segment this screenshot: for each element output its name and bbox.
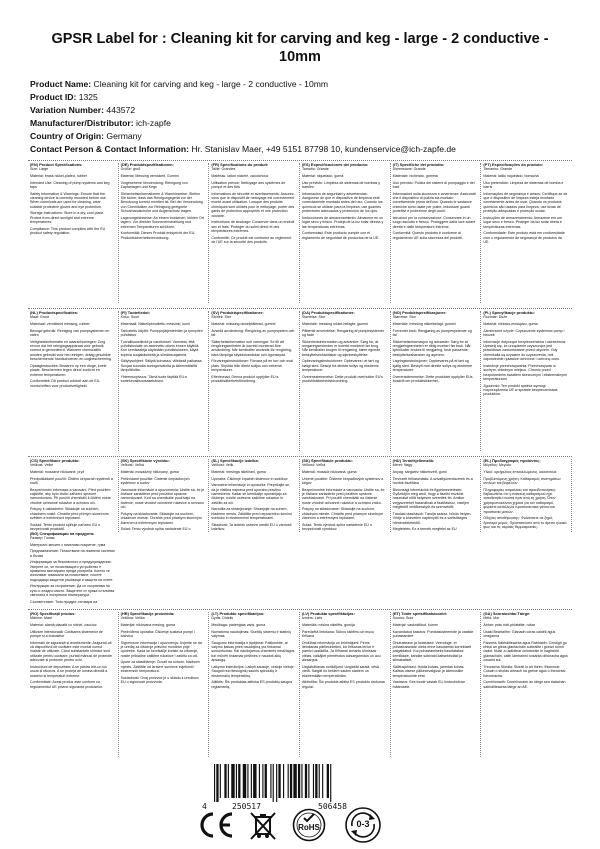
barcode-digits-1: 250517 bbox=[232, 802, 261, 811]
spec-paragraph: Uso previsto: Limpieza de sistemas de bombas y barriles bbox=[301, 180, 381, 189]
product-info bbox=[30, 78, 590, 156]
spec-heading: (DA) Produktspecifikationer: bbox=[301, 311, 355, 315]
spec-heading: (BG) Спецификации на продукта: bbox=[30, 531, 95, 536]
info-key: Contact Person & Contact Information: bbox=[30, 144, 189, 154]
spec-paragraph: Overensstemmelse: Dette produktet oppfyller EUs forskrift om produktsikkerhet. bbox=[392, 374, 473, 384]
spec-paragraph: Medžiaga: padengtas varis, guma bbox=[211, 623, 266, 627]
info-row bbox=[30, 130, 590, 143]
spec-column bbox=[300, 311, 391, 451]
spec-paragraph: Pokyny na skladovanie: Skladujte na suchom, chladnom mieste. Chráňte pred priamym slnečným žiarením a extrémnymi teplotami. bbox=[120, 511, 202, 525]
spec-paragraph: Upute za skladištenje: Čuvati na suhom, hladnom mjestu. Zaštitite od izravne sunčeve svjetlosti i ekstremnih temperatura. bbox=[120, 660, 200, 674]
barcode-bar bbox=[313, 764, 314, 798]
spec-paragraph: Lagerungshinweise: An einem trockenen, kühlen Ort lagern. Vor direkter Sonneneinstrahlung und extremen Temperaturen schützen. bbox=[120, 215, 204, 229]
spec-paragraph: Numatoma naudojimas: Siurblių sistemų ir statinių valymas bbox=[211, 629, 292, 638]
spec-paragraph: Veiligheidsinformatie en waarschuwingen: Zorg ervoor dat het reinigingsapparaat vóór gebruik correct is gemonteerd. Wanneer chemicaliën worden gebruikt voor het reinigen, draag geschikte beschermende handschoenen en oogbescherming. bbox=[30, 339, 112, 362]
info-value: Cleaning kit for carving and keg - large - 2 conductive - 10mm bbox=[93, 79, 329, 89]
spec-paragraph: Conformidade: Este produto está em conformidade com o regulamento de segurança de produtos da UE. bbox=[483, 231, 565, 245]
spec-heading: (IT) Specifiche del prodotto: bbox=[392, 163, 445, 167]
spec-paragraph: Comhlíonadh: Comhlíonann an táirge seo rialachán sábháilteachta táirge an AE. bbox=[483, 680, 566, 689]
spec-paragraph: Informazioni sulla sicurezza e avvertenze: Assicurati che il dispositivo di pulizia sia montato correttamente prima dell'uso. Quando le sostanze chimiche sono usate per pulire, indossare guanti protettivi e protezione degli occhi. bbox=[392, 191, 476, 214]
spec-paragraph: Instrukcje przechowywania: Przechowywać w suchym, chłodnym miejscu. Chronić przed bezpośrednim światłem słonecznym i ekstremalnymi temperaturami. bbox=[483, 363, 567, 382]
spec-paragraph: Zgodność: Ten produkt spełnia wymogi rozporządzenia UE w sprawie bezpieczeństwa produktów. bbox=[483, 383, 558, 397]
barcode-bar bbox=[259, 764, 260, 798]
spec-column bbox=[119, 163, 210, 303]
barcode-bar bbox=[247, 764, 248, 798]
spec-paragraph: Efterlevnad: Denna produkt uppfyller EU:s produktsäkerhetsförordning. bbox=[211, 374, 279, 384]
spec-paragraph: Beoogd gebruik: Reiniging van pompsystemen en vaten bbox=[30, 328, 110, 337]
spec-column bbox=[481, 612, 572, 757]
page-title: GPSR Label for : Cleaning kit for carving and keg - large - 2 conductive - 10mm bbox=[51, 31, 549, 65]
spec-paragraph: Veľkosť: Veľká bbox=[301, 463, 326, 468]
barcode-digit-left: 4 bbox=[202, 802, 207, 811]
barcode-bar bbox=[298, 764, 300, 798]
spec-paragraph: Predvídané použitie: Čistenie čerpadlových systémov a sudov bbox=[120, 476, 190, 485]
recycle-label: 0-3 bbox=[356, 819, 370, 829]
spec-heading: (ET) Toote spetsifikatsioonid: bbox=[392, 612, 448, 616]
spec-column bbox=[28, 532, 119, 605]
spec-paragraph: Informacje dotyczące bezpieczeństwa i ostrzeżenia: Upewnij się, że urządzenie czyszczące jest prawidłowo zamontowane przed użyciem. Gdy chemikalia są używane do czyszczenia, noś odpowiednie rękawice ochronne i ochronę oczu. bbox=[483, 339, 567, 362]
spec-paragraph: Materiál: mosadzný niklovaný, guma bbox=[120, 470, 179, 474]
spec-paragraph: Atitiktis: Šis produktas atitinka ES produktų saugos reglamentą. bbox=[211, 680, 293, 689]
spec-paragraph: Conformidad: Este producto cumple con el reglamento de seguridad de productos de la UE. bbox=[301, 231, 380, 240]
spec-paragraph: Инструкции за съхранение: Да се съхранява на сухо и хладно място. Защитете от пряка слънчева светлина и екстремни температури. bbox=[30, 584, 115, 598]
spec-paragraph: Mărime: Mare bbox=[30, 616, 53, 621]
spec-paragraph: Tamanho: Grande bbox=[483, 167, 513, 172]
spec-paragraph: Súlad: Tento výrobok spĺňa nariadenie EÚ o bezpečnosti výrobkov. bbox=[301, 522, 372, 532]
spec-paragraph: Размер: Голям bbox=[30, 535, 55, 540]
barcode-bar bbox=[293, 764, 296, 798]
spec-paragraph: Utilizare intenționată: Curățarea sistemelor de pompe și a butoaielor bbox=[30, 629, 103, 638]
spec-column bbox=[119, 612, 210, 757]
ce-mark-icon bbox=[196, 810, 236, 840]
spec-paragraph: Dimensione: Grande bbox=[392, 167, 426, 172]
spec-paragraph: Materiāls: misiņa niķelēts, gumija bbox=[301, 623, 355, 627]
spec-paragraph: Taille: Grandes bbox=[211, 167, 236, 172]
spec-column bbox=[209, 163, 300, 303]
rohs-label: RoHS bbox=[298, 823, 320, 832]
info-key: Product Name: bbox=[30, 79, 92, 89]
spec-row-2 bbox=[28, 311, 572, 451]
spec-heading: (HU) Termékjellemzők: bbox=[392, 459, 435, 463]
spec-paragraph: Varnostne informacije in opozorila: Prepričajte se, da je čistilna naprava pred uporabo pravilno nameščena. Kadar se kemikalije uporabljajo za čiščenje, nosite ustrezne zaščitne rokavice in zaščito za oči. bbox=[211, 483, 291, 505]
barcode-bar bbox=[253, 764, 256, 798]
spec-column bbox=[300, 163, 391, 303]
spec-paragraph: Förvaringsinstruktioner: Förvara på en torr och sval plats. Skydda från direkt solljus och extrema temperaturer. bbox=[211, 359, 293, 373]
spec-paragraph: Compliance: This product complies with the EU product safety regulation. bbox=[30, 226, 106, 236]
divider bbox=[28, 456, 572, 457]
divider bbox=[28, 609, 572, 610]
spec-heading: (NL) Productspecificaties: bbox=[30, 311, 79, 315]
info-key: Variation Number: bbox=[30, 105, 105, 115]
spec-paragraph: Tárolási utasítások: Tárolja száraz, hűvös helyen. Védje a közvetlen napfénytől és a szélsőséges hőmérsékletektől. bbox=[392, 511, 472, 525]
spec-paragraph: Bezpečnostní informace a varování: Před použitím zajistěte, aby bylo čisticí zařízení správně namontováno. Při použití chemikálií k čištění noste vhodné ochranné rukavice a ochranu očí. bbox=[30, 487, 111, 505]
spec-paragraph: Ábhar: prás nicil-phlátáilte, rubar bbox=[483, 623, 536, 627]
spec-paragraph: Информация за безопасност и предупреждения: Уверете се, че почистващото устройство е правилно монтирано преди употреба. Когато се използват химикали за почистване, носете подходящи защитни ръкавици и защита на очите. bbox=[30, 560, 114, 582]
spec-paragraph: Určené použitie: Čistenie čerpadlových systémov a kegov bbox=[301, 476, 384, 485]
spec-paragraph: Säilitusjuhised: Hoida kuivas, jahedas kohas. Kaitsta otsese päikesevalguse ja äärmuslike temperatuuride eest. bbox=[392, 664, 465, 678]
spec-heading: (LT) Produkto specifikacijos: bbox=[211, 612, 265, 616]
spec-paragraph: Material: mesinga nikelirani, guma bbox=[211, 470, 266, 474]
spec-paragraph: Navodila za shranjevanje: Shranjujte na suhem, hladnem mestu. Zaščitite pred neposredno sončno svetlobo in ekstremnimi temperaturami. bbox=[211, 507, 293, 521]
spec-paragraph: Istruzioni per la conservazione: Conservare in un luogo asciutto e fresco. Proteggere dalla luce solare diretta e dalle temperature estreme. bbox=[392, 215, 476, 229]
info-key: Manufacturer/Distributor: bbox=[30, 118, 134, 128]
spec-heading: (DE) Produktspezifikationen: bbox=[120, 163, 174, 167]
barcode-bar bbox=[243, 764, 246, 798]
spec-paragraph: Materiale: nichelato, gomma bbox=[392, 174, 438, 178]
spec-paragraph: Zamierzone użycie: Czyszczenie systemów pomp i beczek bbox=[483, 328, 565, 337]
spec-paragraph: Pokyny k uskladnění: Skladujte na suchém, chladném místě. Chraňte před přímým slunečním světlem a extrémními teplotami. bbox=[30, 507, 109, 521]
spec-paragraph: Utilisation prévue: Nettoyage des systèmes de pompe et des fûts bbox=[211, 180, 286, 189]
spec-paragraph: Informations de sécurité et avertissements: Assurez-vous que le dispositif de nettoyage est correctement monté avant utilisation. Lorsque des produits chimiques sont utilisés pour le nettoyage, porter des gants de protection appropriés et une protection oculaire. bbox=[211, 191, 295, 218]
spec-paragraph: Intended Use: Cleaning of pump systems and keg taps bbox=[30, 180, 110, 189]
spec-paragraph: Paredzētā lietošana: Sūkņu sistēmu un mucu tīrīšana bbox=[301, 629, 375, 638]
barcode-bar bbox=[238, 764, 240, 798]
spec-heading: (SK) Špecifikácie výrobku: bbox=[120, 459, 170, 463]
spec-paragraph: Conformiteit: Dit product voldoet aan de EU-voorschriften voor productveiligheid. bbox=[30, 379, 101, 388]
info-row bbox=[30, 78, 590, 91]
spec-paragraph: Materiál: mosadz niklovaná, guma bbox=[301, 470, 357, 474]
spec-row-4 bbox=[28, 612, 572, 757]
barcode-bar bbox=[216, 764, 218, 802]
barcode-bar bbox=[265, 764, 267, 798]
barcode-bar bbox=[319, 764, 320, 798]
spec-paragraph: Konformität: Dieses Produkt entspricht der EU-Produktsicherheitsverordnung. bbox=[120, 231, 196, 240]
info-value: Germany bbox=[106, 131, 142, 141]
spec-heading: (GA) Sonraíochtaí Táirge: bbox=[483, 612, 531, 616]
info-value: 443572 bbox=[106, 105, 136, 115]
spec-column bbox=[391, 612, 482, 757]
spec-paragraph: Materiale: messing nikkel-belagte, gummi bbox=[301, 322, 369, 326]
barcode-bar bbox=[288, 764, 289, 798]
spec-paragraph: Předpokládané použití: Čištění čerpacích systémů a sudů bbox=[30, 476, 113, 485]
spec-paragraph: Opslaginstructies: Bewaren op een droge, koele plaats. Beschermen tegen direct zonlicht en extreme temperaturen. bbox=[30, 363, 107, 377]
spec-paragraph: Size: Large bbox=[30, 167, 49, 172]
spec-column bbox=[209, 311, 300, 451]
spec-heading: (HR) Specifikacije proizvoda: bbox=[120, 612, 175, 616]
info-row bbox=[30, 143, 590, 156]
spec-paragraph: Biztonsági információk és figyelmeztetések: Győződjön meg arról, hogy a tisztító eszközt használat előtt helyesen szerelték fel. Amikor vegyszereket használnak a tisztításhoz, viseljen megfelelő védőkesztyűt és szemvédőt. bbox=[392, 487, 469, 510]
spec-paragraph: Størrelse: Stor bbox=[392, 315, 416, 320]
barcode-bar bbox=[308, 764, 309, 798]
spec-paragraph: Koko: Suuri bbox=[120, 315, 140, 320]
barcode-bar bbox=[301, 764, 302, 798]
spec-paragraph: Suurus: Suur bbox=[392, 616, 414, 621]
spec-paragraph: Material: Messing vernickelt, Gummi bbox=[120, 174, 179, 178]
spec-paragraph: Uporaba: Čiščenje črpalnih sistemov in sodčkov bbox=[211, 476, 288, 481]
spec-paragraph: Предназначение: Почистване на помпени системи и бъчви bbox=[30, 549, 115, 558]
spec-heading: (FI) Tuotetiedot: bbox=[120, 311, 150, 315]
spec-paragraph: Instruções de armazenamento: Armazene em um lugar seco e fresco. Proteger da luz solar direta e temperaturas extremas. bbox=[483, 215, 563, 229]
barcode-bar bbox=[214, 764, 215, 802]
spec-paragraph: Materjal: vaskniklitud, kumm bbox=[392, 623, 438, 627]
spec-paragraph: Tervezett felhasználás: A szivattyúrendszerek és a hordók tisztítása bbox=[392, 476, 473, 485]
info-value: Hr. Stanislav Maer, +49 5151 87798 10, kundenservice@ich-zapfe.de bbox=[191, 144, 456, 154]
spec-paragraph: Informații de siguranță și avertismente: Asigurați-vă că dispozitivul de curățare este montat corect înainte de utilizare. Când substanțele chimice sunt utilizate pentru curățare, purtați mănuși de protecție adecvate și protecție pentru ochi. bbox=[30, 640, 112, 663]
spec-paragraph: Dydis: Didelis bbox=[211, 616, 234, 621]
spec-paragraph: Informações de segurança e avisos: Certifique-se de que o dispositivo de limpeza esteja montado corretamente antes de usar. Quando os produtos químicos são usados para limpeza, use luvas de proteção adequadas e proteção ocular. bbox=[483, 191, 568, 214]
info-value: 1325 bbox=[78, 92, 98, 102]
spec-paragraph: Veličina: Velika bbox=[120, 616, 145, 621]
spec-heading: (CS) Specifikace produktu: bbox=[30, 459, 80, 463]
spec-paragraph: Instrucciones de almacenamiento: Almacene en un lugar seco y fresco. Proteja de la luz solar directa y las temperaturas extremas. bbox=[301, 215, 384, 229]
spec-paragraph: Izmērs: Liels bbox=[301, 616, 323, 621]
divider bbox=[28, 160, 572, 161]
barcode-bar bbox=[278, 764, 280, 798]
spec-paragraph: Sikkerhetsinformasjon og advarsler: Sørg for at rengjøringsenheten er riktig montert før bruk. Når kjemikalier brukes til rengjøring, bruk passende beskyttelseshansker og øyevern. bbox=[392, 339, 471, 357]
spec-paragraph: Velikost: Velké bbox=[30, 463, 54, 468]
spec-paragraph: Påtænkt anvendelse: Rengøring af pumpesystemer og fade bbox=[301, 328, 385, 337]
spec-paragraph: Rozmiar: Duże bbox=[483, 315, 508, 320]
spec-column bbox=[481, 459, 572, 532]
spec-paragraph: Súlad: Tento výrobok spĺňa nariadenie EÚ o bbox=[120, 527, 191, 532]
spec-column bbox=[119, 311, 210, 451]
spec-paragraph: Vorgesehene Verwendung: Reinigung von Zapfanlagen und Kegs bbox=[120, 180, 188, 189]
barcode-digits-2: 506458 bbox=[318, 802, 347, 811]
spec-heading: (NO) Produktspesifikasjoner: bbox=[392, 311, 447, 315]
spec-column bbox=[119, 459, 210, 532]
barcode-bar bbox=[322, 764, 323, 798]
barcode-bar bbox=[236, 764, 237, 798]
spec-paragraph: Forventet bruk: Rengjøring av pumpesystemer og fat bbox=[392, 328, 472, 337]
spec-paragraph: Materiál: mosazné niklované, pryž bbox=[30, 470, 85, 474]
spec-paragraph: Soulad: Tento produkt splňuje nařízení EU o bezpečnosti produktů. bbox=[30, 522, 101, 532]
spec-heading: (PT) Especificações do produto: bbox=[483, 163, 543, 167]
barcode-bar bbox=[251, 764, 252, 798]
spec-column bbox=[300, 459, 391, 532]
spec-paragraph: Uso previsto: Pulizia dei sistemi di pompaggio e dei fusti bbox=[392, 180, 475, 189]
spec-paragraph: Größe: groß bbox=[120, 167, 141, 172]
spec-heading: (FR) Spécifications du produit: bbox=[211, 163, 269, 167]
spec-heading: (ES) Especificaciones del producto: bbox=[301, 163, 369, 167]
barcode-bar bbox=[327, 764, 329, 798]
spec-heading: (EN) Product Specifications: bbox=[30, 163, 83, 167]
spec-paragraph: Safety Information & Warnings: Ensure that the cleaning device is correctly mounted before use. When chemicals are used for cleaning, wear suitable protective gloves and eye protection. bbox=[30, 191, 107, 209]
spec-paragraph: Faisnéis Sábháilteachta agus Rabhaidh: Cinntigh go bhfuil an gléas glantacháin suiteáilte i gceart roimh úsáid. Nuair a úsáidtear ceimiceáin le haghaidh glantacháin, caith lámhainní cosanta oiriúnacha agus cosaint súl. bbox=[483, 640, 568, 663]
spec-paragraph: Overensstemmelse: Dette produkt overholder EU's produktsikkerhedsforordning. bbox=[301, 374, 383, 384]
spec-paragraph: Avsedd användning: Rengöring av pumpsystem och fat bbox=[211, 328, 295, 337]
spec-paragraph: Sigurnosne informacije i upozorenja: Uvjerite se da je uređaj za čišćenje pravilno montiran prije upotrebe. Kada se kemikalije koriste za čišćenje, nosite prikladne zaštitne rukavice i zaštitu za oči. bbox=[120, 640, 202, 658]
spec-paragraph: Materijal: niklovana mesing, guma bbox=[120, 623, 175, 627]
spec-paragraph: Materiaali: Nikkelipinnoitettu messinki, kumi bbox=[120, 322, 190, 326]
spec-paragraph: Yhteensopivuus: Tämä tuote täyttää EU:n tuoteturvallisuusasetuksen. bbox=[120, 374, 188, 384]
info-row bbox=[30, 117, 590, 130]
barcode-bar bbox=[220, 764, 221, 798]
barcode-bar bbox=[315, 764, 317, 798]
spec-column bbox=[28, 459, 119, 532]
spec-heading: (EL) Προδιαγραφές προϊόντος: bbox=[483, 459, 541, 463]
spec-paragraph: Materiale: messing nikkelbelagt, gummi bbox=[392, 322, 456, 326]
barcode-bar bbox=[273, 764, 274, 802]
no-trash-icon bbox=[246, 808, 280, 842]
spec-paragraph: Størrelse: Stor bbox=[301, 315, 326, 320]
spec-paragraph: Drošības informācija un brīdinājumi: Pirms lietošanas pārliecinieties, ka tīrīšanas ierīce ir pareizi uzstādīta. Ja tīrīšanai izmanto ķīmiskas vielas, valkājiet piemērotus aizsargcimdus un acu aizsargus. bbox=[301, 640, 381, 663]
spec-paragraph: Säkerhetsinformation och varningar: Se till att rengöringsenheten är korrekt monterad före användning. När kemikalier används för rengöring, bära lämpliga skyddshandskar och ögonskydd. bbox=[211, 339, 292, 357]
spec-paragraph: Material: latão niquelado, borracha bbox=[483, 174, 539, 178]
spec-paragraph: Matériau: laiton nickelé, caoutchouc bbox=[211, 174, 269, 178]
spec-column bbox=[391, 163, 482, 303]
spec-paragraph: Megfelelés: Ez a termék megfelel az EU bbox=[392, 527, 457, 532]
spec-column bbox=[209, 612, 300, 757]
spec-paragraph: Turvallisuustiedot ja varoitukset: Varmista, että puhdistuslaite on asennettu oikein ennen käyttöä. Kun kemikaaleja käytetään puhdistukseen, käytä sopivia suojakäsineitä ja silmänsuojaimia. bbox=[120, 339, 200, 357]
spec-paragraph: Bezpečnostné informácie a varovania: Uistite sa, že je čistiace zariadenie pred použitím správne nainštalované. Pri použití chemikálií na čistenie noste vhodné ochranné rukavice a ochranu zraku. bbox=[301, 487, 385, 505]
spec-paragraph: Съответствие: Този продукт отговаря на bbox=[30, 599, 98, 604]
spec-paragraph: Kavandatud kasutus: Pumbasüsteemide ja vaatide puhastamine bbox=[392, 629, 474, 638]
spec-paragraph: Materiaal: vernikkeld messing, rubber bbox=[30, 322, 90, 326]
barcode-bar bbox=[270, 764, 271, 798]
spec-row-1 bbox=[28, 163, 572, 303]
spec-paragraph: Úsáid Beartaithe: Glanadh córas caidéil agus ceaganna bbox=[483, 629, 556, 638]
spec-column bbox=[391, 459, 482, 532]
spec-row-3 bbox=[28, 459, 572, 604]
barcode-bar bbox=[330, 764, 331, 802]
spec-heading: (SL) Specifikacije izdelka: bbox=[211, 459, 259, 463]
spec-paragraph: Material: brass nickel-plated, rubber bbox=[30, 174, 88, 178]
spec-paragraph: Conformitate: Acest produs este conform cu regulamentul UE privind siguranța produselor. bbox=[30, 680, 103, 689]
spec-paragraph: Tamaño: Grande bbox=[301, 167, 329, 172]
barcode-bar bbox=[305, 764, 307, 798]
info-row bbox=[30, 91, 590, 104]
barcode-bar bbox=[228, 764, 229, 798]
info-row bbox=[30, 104, 590, 117]
spec-paragraph: Uso pretendido: Limpeza de sistemas de bomba e barris bbox=[483, 180, 564, 189]
info-key: Country of Origin: bbox=[30, 131, 104, 141]
spec-paragraph: Säilytysohjeet: Säilytä kuivassa, viileässä paikassa. Suojaa suoralta auringonvalolta ja äärimmäisiltä lämpötiloilta. bbox=[120, 359, 203, 373]
barcode-bar bbox=[262, 764, 263, 798]
spec-column bbox=[28, 311, 119, 451]
spec-paragraph: Material: mässing nickelpläterad, gummi bbox=[211, 322, 276, 326]
info-key: Product ID: bbox=[30, 92, 77, 102]
spec-paragraph: Conformité: Ce produit est conforme au règlement de l'UE sur la sécurité des produits. bbox=[211, 235, 292, 245]
spec-paragraph: Storage Instructions: Store in a dry, cool place. Protect from direct sunlight and extreme temperatures. bbox=[30, 211, 105, 225]
spec-paragraph: Οδηγίες αποθήκευσης: Φυλάσσετε σε ξηρό, δροσερό μέρος. Προστατεύστε από το άμεσο ηλιακό φως και τις ακραίες θερμοκρασίες. bbox=[483, 516, 567, 530]
spec-paragraph: Méid: Mór bbox=[483, 616, 500, 621]
spec-column bbox=[481, 311, 572, 451]
spec-paragraph: Velikost: Velik bbox=[211, 463, 234, 468]
spec-heading: (SK) Špecifikácie produktu: bbox=[301, 459, 353, 463]
barcode-bar bbox=[276, 764, 277, 802]
spec-column bbox=[391, 311, 482, 451]
rohs-icon bbox=[292, 808, 326, 842]
spec-paragraph: Υλικό: ορείχαλκος επινικελωμένος, καουτσούκ bbox=[483, 470, 557, 474]
info-value: ich-zapfe bbox=[136, 118, 171, 128]
spec-paragraph: Ohutusteave ja hoiatused: Veenduge, et puhastusseade oleks enne kasutamist korrektselt paigaldatud. Kui puhastamiseks kasutatakse kemikaale, kandke sobivaid kaitsekindaid ja silmakaitset. bbox=[392, 640, 472, 663]
barcode-bar bbox=[283, 764, 284, 798]
barcode-bar bbox=[224, 764, 226, 798]
spec-paragraph: Материал: месинг с никелово покритие, гума bbox=[30, 542, 106, 547]
spec-heading: (LV) Produkta specifikācijas: bbox=[301, 612, 355, 616]
spec-paragraph: Sikkerhedsinformation og advarsler: Sørg for, at rengøringsenheden er korrekt monteret før brug. Når kemikalier bruges til rengøring, bære egnede beskyttelseshandsker og øjenbeskyttelse. bbox=[301, 339, 381, 357]
spec-paragraph: Instrucțiuni de depozitare: A se păstra într-un loc uscat și răcoros. A se proteja de lumina directă a soarelui și temperaturi extreme. bbox=[30, 664, 108, 678]
spec-paragraph: Προβλεπόμενη χρήση: Καθαρισμός συστημάτων αντλιών και βαρελιών bbox=[483, 476, 561, 485]
spec-paragraph: Sukladnost: Ovaj proizvod je u skladu s uredbom EU o sigurnosti proizvoda. bbox=[120, 675, 199, 685]
spec-paragraph: Materiał: niklowo-mosiądzu, guma bbox=[483, 322, 538, 326]
spec-paragraph: Tarkoitettu käyttö: Pumppujärjestelmien ja tynnyrien puhdistus bbox=[120, 328, 203, 337]
spec-paragraph: Anyag: sárgaréz nikkelezett, gumi bbox=[392, 470, 447, 474]
spec-paragraph: Atbilstība: Šis produkts atbilst ES produktu drošuma regulai. bbox=[301, 680, 385, 689]
divider bbox=[28, 308, 572, 309]
spec-column bbox=[300, 612, 391, 757]
spec-paragraph: Μέγεθος: Μεγάλο bbox=[483, 463, 512, 468]
spec-paragraph: Saugumo informacija ir įspėjimai: Patikrinkite, ar valymo įtaisas prieš naudojimą yra tinkamai sumontuotas. Kai naudojamos cheminės medžiagos turi mūvėti tinkamas pirštines ir naudoti akių apsaugą. bbox=[211, 640, 295, 663]
spec-paragraph: Conformità: Questo prodotto è conforme al regolamento UE sulla sicurezza dei prodotti. bbox=[392, 231, 463, 240]
spec-paragraph: Lagringsinstruksjoner: Oppbevares på et tørt og kjølig sted. Beskytt mot direkte sollys og ekstreme temperaturer. bbox=[392, 359, 473, 373]
spec-paragraph: Veľkosť: Veľká bbox=[120, 463, 144, 468]
spec-heading: (PL) Specyfikacje produktu: bbox=[483, 311, 535, 315]
spec-paragraph: Πληροφορίες ασφαλείας και προειδοποιήσεις: Βεβαιωθείτε ότι η συσκευή καθαρισμού έχει τοποθετηθεί σωστά πριν από τη χρήση. Όταν χρησιμοποιούνται χημικά για τον καθαρισμό, φορέστε κατάλληλα προστατευτικά γάντια και προστασία ματιών. bbox=[483, 487, 557, 514]
spec-paragraph: Material: alamă placată cu nichel, cauciuc bbox=[30, 623, 97, 627]
spec-paragraph: Vastavus: See toode vastab ELi tooteohutuse määrusele. bbox=[392, 680, 466, 689]
spec-paragraph: Maat: Groot bbox=[30, 315, 49, 320]
spec-paragraph: Predviđena uporaba: Čišćenje sustava pumpi i bačvica bbox=[120, 629, 195, 638]
spec-paragraph: Skladnost: Ta izdelek ustreza uredbi EU o varnosti izdelkov. bbox=[211, 522, 292, 532]
spec-paragraph: Instructions de stockage: Conserver dans un endroit sec et frais. Protéger du soleil direct et des températures extrêmes. bbox=[211, 220, 295, 234]
spec-paragraph: Opbevaringsinstruktioner: Opbevares i et tørt og køligt sted. Beskyt fra direkte sollys og ekstreme temperaturer. bbox=[301, 359, 379, 373]
spec-column bbox=[28, 612, 119, 757]
spec-paragraph: Varovanie informácie a upozornenia: Uistite sa, že je čistiace zariadenie pred použitím správne namontované. Keď sa chemikálie používajú na čistenie, noste vhodné ochranné rukavice a ochranu očí. bbox=[120, 487, 205, 510]
barcode-bar bbox=[290, 764, 292, 798]
spec-paragraph: Pokyny na skladovanie: Skladujte na suchom, chladnom mieste. Chráňte pred priamym slnečným žiarením a extrémnymi teplotami. bbox=[301, 507, 384, 521]
spec-paragraph: Información de seguridad y advertencias: Asegúrese de que el dispositivo de limpieza esté correctamente montado antes del uso. Cuando los químicos se utilizan para la limpieza, use guantes protectores adecuados y protección de los ojos. bbox=[301, 191, 383, 214]
spec-paragraph: Material: niquelado, goma bbox=[301, 174, 344, 178]
barcode bbox=[210, 764, 390, 802]
spec-column bbox=[209, 459, 300, 532]
spec-heading: (SV) Produktspecifikationer: bbox=[211, 311, 264, 315]
spec-column bbox=[28, 163, 119, 303]
barcode-bar bbox=[231, 764, 234, 798]
spec-paragraph: Laikymo instrukcijos: Laikyti sausoje, vėsioje vietoje. Saugoti nuo tiesioginių saulės spindulių ir ekstremalių temperatūrų. bbox=[211, 664, 295, 678]
spec-paragraph: Treoracha Stórála: Stóráil in áit thirim, fhionnuar. Cosain ó sholas díreach na gréine agus ó theochtaí foircneacha. bbox=[483, 664, 566, 678]
spec-column bbox=[481, 163, 572, 303]
recycle-0-3-icon bbox=[344, 806, 382, 844]
spec-paragraph: Storlek: Stor bbox=[211, 315, 232, 320]
spec-paragraph: Uzglabāšanas norādījumi: Uzglabāt sausā, vēsā vietā. Sargāt no tiešiem saules stariem un ekstremālām temperatūrām. bbox=[301, 664, 379, 678]
spec-paragraph: Méret: Nagy bbox=[392, 463, 413, 468]
spec-paragraph: Sicherheitsinformationen & Warnhinweise: Stellen Sie sicher, dass das Reinigungsgerät vor der Benutzung korrekt montiert ist. Bei der Verwendung von Chemikalien zur Reinigung geeignete Schutzhandschuhe und Augenschutz tragen. bbox=[120, 191, 203, 214]
spec-heading: (RO) Specificații produs: bbox=[30, 612, 76, 616]
